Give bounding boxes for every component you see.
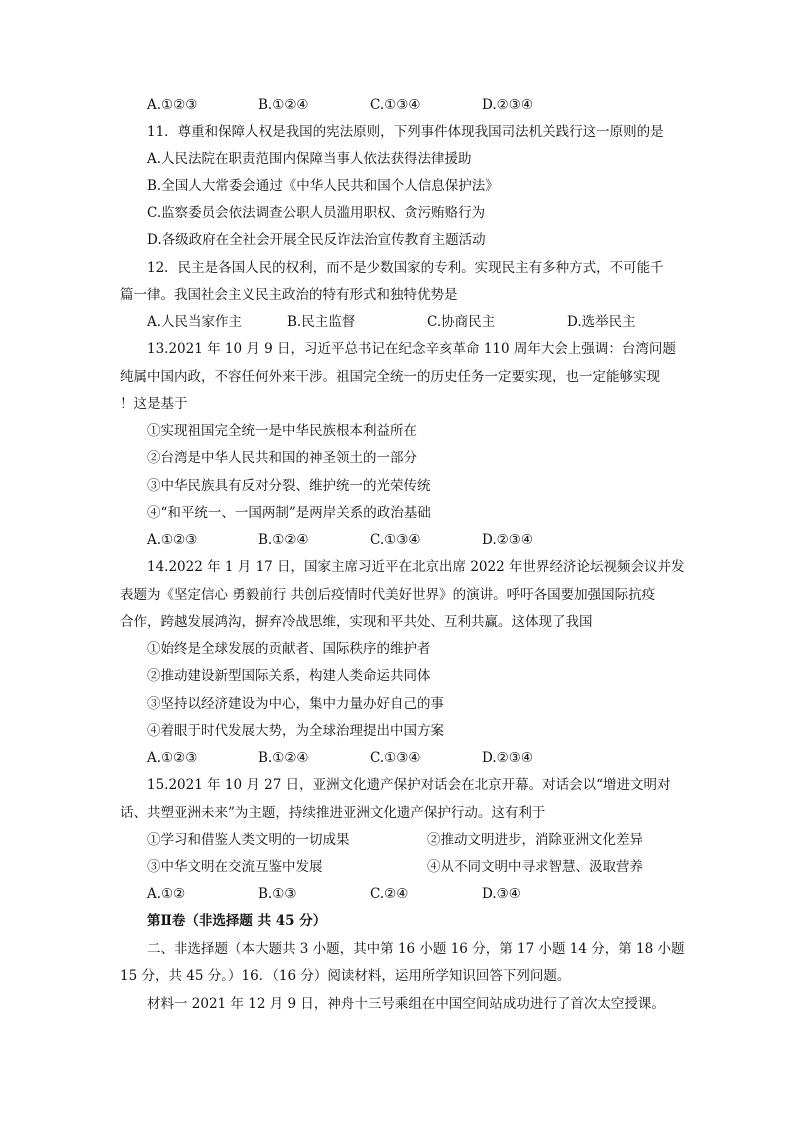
q15-option-a: A.①② bbox=[147, 886, 186, 902]
q15-option-b: B.①③ bbox=[258, 886, 297, 902]
q10-option-c: C.①③④ bbox=[370, 97, 421, 113]
q13-stem-line1: 13.2021 年 10 月 9 日，习近平总书记在纪念辛亥革命 110 周年大会上强调：台湾问题 bbox=[147, 341, 676, 357]
q14-item-2: ②推动建设新型国际关系，构建人类命运共同体 bbox=[147, 668, 431, 684]
q14-option-c: C.①③④ bbox=[370, 750, 421, 766]
q13-item-1: ①实现祖国完全统一是中华民族根本利益所在 bbox=[147, 423, 417, 439]
q13-option-b: B.①②④ bbox=[258, 532, 309, 548]
q11-option-b: B.全国人大常委会通过《中华人民共和国个人信息保护法》 bbox=[147, 178, 499, 194]
q15-item-3: ③中华文明在交流互鉴中发展 bbox=[147, 859, 323, 875]
q13-stem-line2: 纯属中国内政，不容任何外来干涉。祖国完全统一的历史任务一定要实现，也一定能够实现 bbox=[120, 369, 660, 385]
q13-item-4: ④“和平统一、一国两制”是两岸关系的政治基础 bbox=[147, 505, 431, 521]
q14-option-d: D.②③④ bbox=[482, 750, 533, 766]
q15-stem-line1: 15.2021 年 10 月 27 日，亚洲文化遗产保护对话会在北京开幕。对话会以“增进文明对 bbox=[147, 777, 671, 793]
part2-intro-line2: 15 分，共 45 分。）16．（16 分）阅读材料，运用所学知识回答下列问题。 bbox=[120, 968, 571, 984]
q14-item-3: ③坚持以经济建设为中心，集中力量办好自己的事 bbox=[147, 696, 444, 712]
q13-item-2: ②台湾是中华人民共和国的神圣领土的一部分 bbox=[147, 450, 417, 466]
q14-option-b: B.①②④ bbox=[258, 750, 309, 766]
q14-item-1: ①始终是全球发展的贡献者、国际秩序的维护者 bbox=[147, 641, 431, 657]
q13-option-d: D.②③④ bbox=[482, 532, 533, 548]
q14-stem-line2: 表题为《坚定信心 勇毅前行 共创后疫情时代美好世界》的演讲。呼吁各国要加强国际抗疫 bbox=[120, 587, 656, 603]
part2-intro-line1: 二、非选择题（本大题共 3 小题，其中第 16 小题 16 分，第 17 小题 14 分，第 18 小题 bbox=[147, 941, 685, 957]
q15-option-d: D.③④ bbox=[482, 886, 521, 902]
q11-option-d: D.各级政府在全社会开展全民反诈法治宣传教育主题活动 bbox=[147, 232, 486, 248]
q12-option-d: D.选举民主 bbox=[567, 314, 636, 330]
q10-option-d: D.②③④ bbox=[482, 97, 533, 113]
q11-option-c: C.监察委员会依法调查公职人员滥用职权、贪污贿赂行为 bbox=[147, 205, 486, 221]
q13-item-3: ③中华民族具有反对分裂、维护统一的光荣传统 bbox=[147, 478, 431, 494]
q10-option-a: A.①②③ bbox=[147, 97, 198, 113]
q15-option-c: C.②④ bbox=[370, 886, 409, 902]
q12-option-c: C.协商民主 bbox=[427, 314, 496, 330]
q11-option-a: A.人民法院在职责范围内保障当事人依法获得法律援助 bbox=[147, 151, 472, 167]
q14-stem-line3: 合作，跨越发展鸿沟，摒弃冷战思维，实现和平共处、互利共赢。这体现了我国 bbox=[120, 614, 593, 630]
q13-stem-line3: ！这是基于 bbox=[120, 396, 188, 412]
q14-option-a: A.①②③ bbox=[147, 750, 198, 766]
material-1: 材料一 2021 年 12 月 9 日，神舟十三号乘组在中国空间站成功进行了首次太空授课。 bbox=[147, 996, 665, 1012]
q12-stem-line2: 篇一律。我国社会主义民主政治的特有形式和独特优势是 bbox=[120, 287, 458, 303]
q10-option-b: B.①②④ bbox=[258, 97, 309, 113]
q12-option-a: A.人民当家作主 bbox=[147, 314, 243, 330]
q15-item-1: ①学习和借鉴人类文明的一切成果 bbox=[147, 832, 350, 848]
q13-option-a: A.①②③ bbox=[147, 532, 198, 548]
q12-option-b: B.民主监督 bbox=[287, 314, 356, 330]
q12-stem-line1: 12．民主是各国人民的权利，而不是少数国家的专利。实现民主有多种方式，不可能千 bbox=[147, 260, 664, 276]
q14-item-4: ④着眼于时代发展大势，为全球治理提出中国方案 bbox=[147, 723, 444, 739]
q15-item-4: ④从不同文明中寻求智慧、汲取营养 bbox=[427, 859, 643, 875]
q11-stem: 11．尊重和保障人权是我国的宪法原则，下列事件体现我国司法机关践行这一原则的是 bbox=[147, 124, 664, 140]
q15-stem-line2: 话、共塑亚洲未来”为主题，持续推进亚洲文化遗产保护行动。这有利于 bbox=[120, 805, 546, 821]
q15-item-2: ②推动文明进步，消除亚洲文化差异 bbox=[427, 832, 643, 848]
q14-stem-line1: 14.2022 年 1 月 17 日，国家主席习近平在北京出席 2022 年世界经济论坛视频会议并发 bbox=[147, 559, 685, 575]
part2-heading: 第Ⅱ卷（非选择题 共 45 分） bbox=[147, 913, 327, 929]
q13-option-c: C.①③④ bbox=[370, 532, 421, 548]
